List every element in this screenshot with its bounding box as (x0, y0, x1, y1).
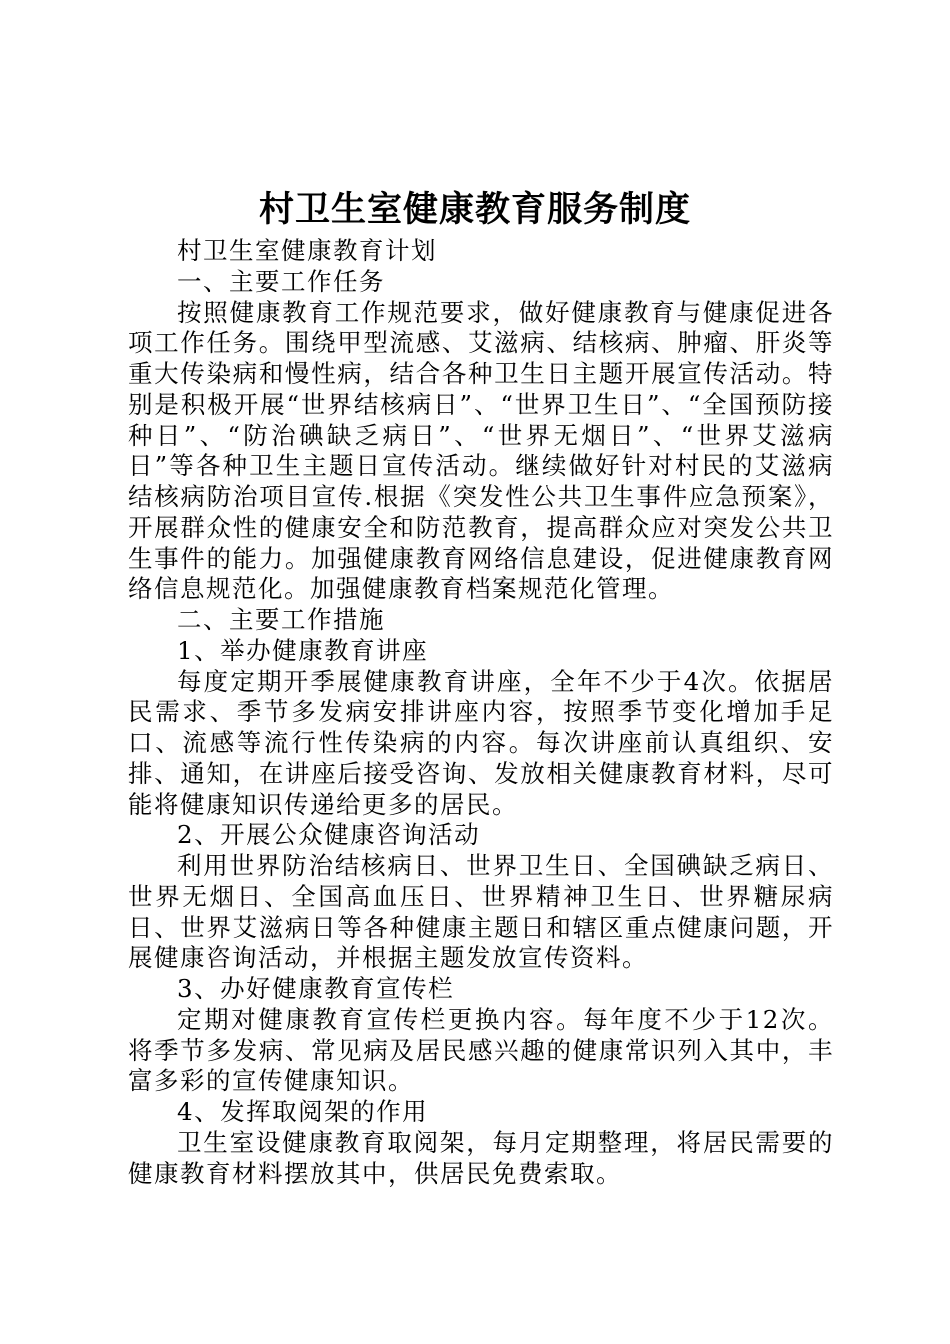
section-heading-measures: 二、主要工作措施 (177, 605, 385, 634)
paragraph-consultation: 利用世界防治结核病日、世界卫生日、全国碘缺乏病日、世界无烟日、全国高血压日、世界精神卫生日、世界糖尿病日、世界艾滋病日等各种健康主题日和辖区重点健康问题，开展健康咨询活动，并根据主题发放宣传资料。 (128, 851, 834, 973)
subheading-reading-rack: 4、发挥取阅架的作用 (177, 1097, 429, 1126)
paragraph-lectures: 每度定期开季展健康教育讲座，全年不少于4次。依据居民需求、季节多发病安排讲座内容，按照季节变化增加手足口、流感等流行性传染病的内容。每次讲座前认真组织、安排、通知，在讲座后接受咨询、发放相关健康教育材料，尽可能将健康知识传递给更多的居民。 (128, 666, 834, 819)
subheading-bulletin-board: 3、办好健康教育宣传栏 (177, 974, 455, 1003)
paragraph-tasks: 按照健康教育工作规范要求，做好健康教育与健康促进各项工作任务。围绕甲型流感、艾滋病、结核病、肿瘤、肝炎等重大传染病和慢性病，结合各种卫生日主题开展宣传活动。特别是积极开展“世界结核病日”、“世界卫生日”、“全国预防接种日”、“防治碘缺乏病日”、“世界无烟日”、“世界艾滋病日”等各种卫生主题日宣传活动。继续做好针对村民的艾滋病结核病防治项目宣传.根据《突发性公共卫生事件应急预案》，开展群众性的健康安全和防范教育，提高群众应对突发公共卫生事件的能力。加强健康教育网络信息建设，促进健康教育网络信息规范化。加强健康教育档案规范化管理。 (128, 297, 834, 604)
paragraph-reading-rack: 卫生室设健康教育取阅架，每月定期整理，将居民需要的健康教育材料摆放其中，供居民免费索取。 (128, 1127, 834, 1188)
paragraph-plan-heading: 村卫生室健康教育计划 (177, 236, 437, 265)
section-heading-tasks: 一、主要工作任务 (177, 266, 385, 296)
paragraph-bulletin-board: 定期对健康教育宣传栏更换内容。每年度不少于12次。将季节多发病、常见病及居民感兴趣的健康常识列入其中，丰富多彩的宣传健康知识。 (128, 1004, 834, 1096)
subheading-lectures: 1、举办健康教育讲座 (177, 635, 429, 665)
document-title: 村卫生室健康教育服务制度 (258, 189, 691, 230)
document-body (128, 236, 834, 1189)
subheading-consultation: 2、开展公众健康咨询活动 (177, 820, 481, 850)
